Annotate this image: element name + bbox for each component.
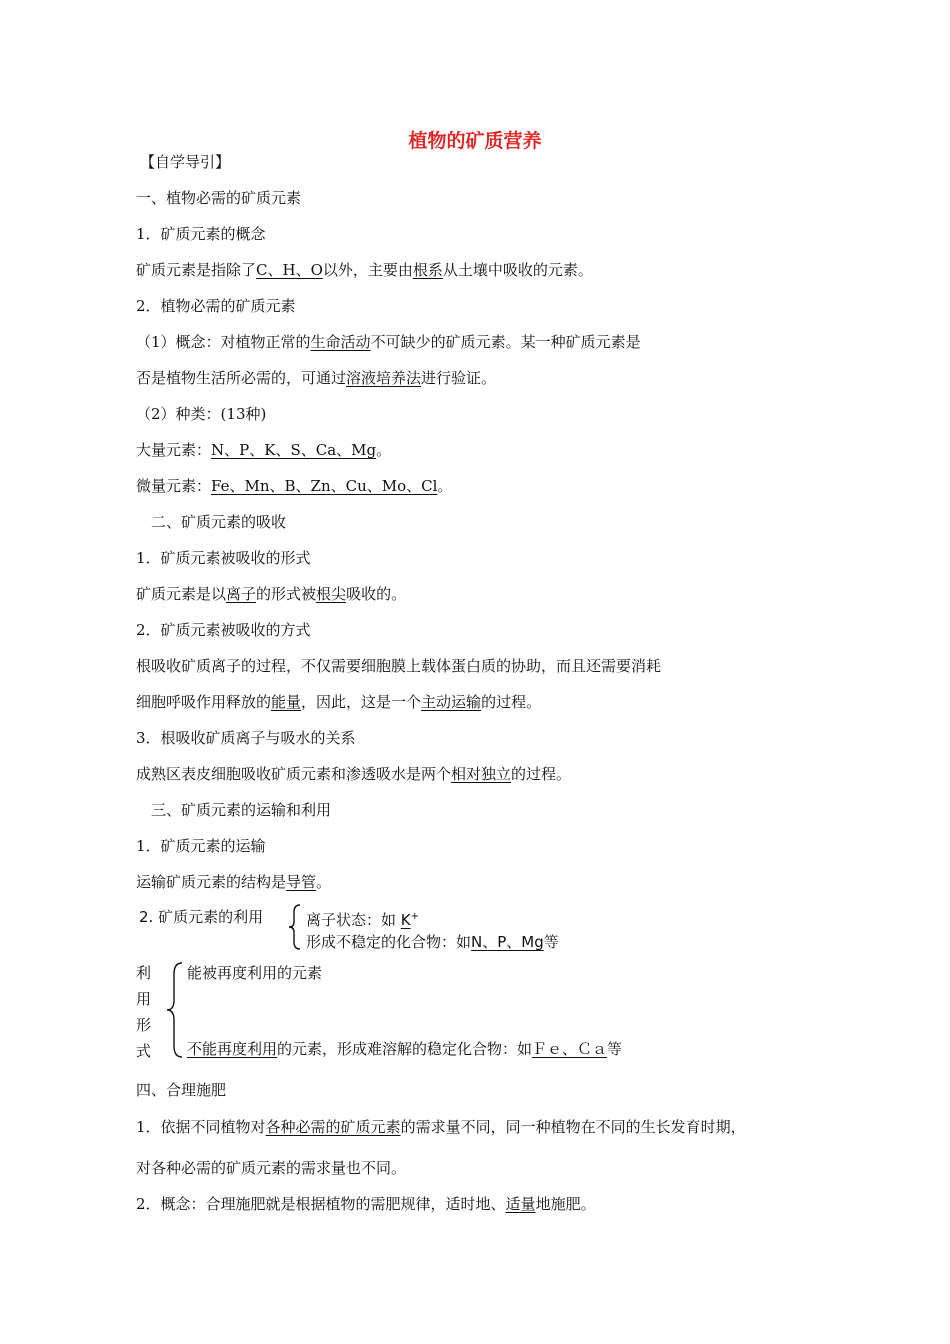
s4-p2: 2．概念：合理施肥就是根据植物的需肥规律，适时地、适量地施肥。 bbox=[136, 1195, 596, 1213]
blank-answer: K bbox=[400, 911, 411, 929]
s3-reusable: 能被再度利用的元素 bbox=[187, 964, 323, 982]
vertical-label-char: 用 bbox=[136, 990, 152, 1008]
s3-ion-state: 离子状态：如 K+ bbox=[306, 911, 420, 929]
s1-micro: 微量元素：Fe、Mn、B、Zn、Cu、Mo、Cl。 bbox=[136, 477, 453, 495]
blank-answer: N、P、K、S、Ca、Mg bbox=[211, 441, 377, 459]
blank-answer: 根尖 bbox=[316, 585, 347, 603]
s2-p3-heading: 3．根吸收矿质离子与吸水的关系 bbox=[136, 729, 356, 747]
s3-nonreusable: 不能再度利用的元素，形成难溶解的稳定化合物：如Ｆｅ、Ｃａ等 bbox=[187, 1040, 623, 1058]
vertical-label-char: 形 bbox=[136, 1016, 152, 1034]
s2-p2-line1: 根吸收矿质离子的过程，不仅需要细胞膜上载体蛋白质的协助，而且还需要消耗 bbox=[136, 657, 662, 675]
s4-p1-line1: 1．依据不同植物对各种必需的矿质元素的需求量不同，同一种植物在不同的生长发育时期， bbox=[136, 1118, 746, 1136]
blank-answer: 主动运输 bbox=[421, 693, 482, 711]
blank-answer: Ｆｅ、Ｃａ bbox=[532, 1040, 608, 1058]
blank-answer: 溶液培养法 bbox=[346, 369, 422, 387]
blank-answer: 不能再度利用 bbox=[187, 1040, 278, 1058]
brace-icon bbox=[288, 904, 302, 950]
section2-heading: 二、矿质元素的吸收 bbox=[151, 513, 287, 531]
blank-answer: 能量 bbox=[271, 693, 302, 711]
s3-use-heading: 2. 矿质元素的利用 bbox=[139, 908, 264, 926]
blank-answer: 导管 bbox=[286, 873, 317, 891]
section3-heading: 三、矿质元素的运输和利用 bbox=[151, 801, 332, 819]
guide-label: 【自学导引】 bbox=[140, 153, 231, 171]
s1-p2-heading: 2．植物必需的矿质元素 bbox=[136, 297, 296, 315]
blank-answer: 各种必需的矿质元素 bbox=[265, 1118, 401, 1136]
blank-answer: 根系 bbox=[412, 261, 443, 279]
s1-concept-line2: 否是植物生活所必需的，可通过溶液培养法进行验证。 bbox=[136, 369, 497, 387]
s3-p1-heading: 1．矿质元素的运输 bbox=[136, 837, 266, 855]
s1-macro: 大量元素：N、P、K、S、Ca、Mg。 bbox=[136, 441, 392, 459]
blank-answer: 生命活动 bbox=[310, 333, 371, 351]
s1-kinds: （2）种类：(13种) bbox=[136, 405, 267, 423]
page-title: 植物的矿质营养 bbox=[408, 130, 542, 152]
s2-p2-heading: 2．矿质元素被吸收的方式 bbox=[136, 621, 311, 639]
s2-p1-text: 矿质元素是以离子的形式被根尖吸收的。 bbox=[136, 585, 407, 603]
section4-heading: 四、合理施肥 bbox=[136, 1081, 227, 1099]
blank-answer: 适量 bbox=[505, 1195, 536, 1213]
s3-p1-text: 运输矿质元素的结构是导管。 bbox=[136, 873, 332, 891]
blank-answer: C、H、O bbox=[256, 261, 323, 279]
s2-p1-heading: 1．矿质元素被吸收的形式 bbox=[136, 549, 311, 567]
s1-p1-heading: 1．矿质元素的概念 bbox=[136, 225, 266, 243]
brace-icon bbox=[166, 962, 184, 1058]
blank-answer: Fe、Mn、B、Zn、Cu、Mo、Cl bbox=[211, 477, 438, 495]
s2-p2-line2: 细胞呼吸作用释放的能量，因此，这是一个主动运输的过程。 bbox=[136, 693, 542, 711]
s1-concept-line1: （1）概念：对植物正常的生命活动不可缺少的矿质元素。某一种矿质元素是 bbox=[136, 333, 641, 351]
s1-p1-text: 矿质元素是指除了C、H、O以外，主要由根系从土壤中吸收的元素。 bbox=[136, 261, 593, 279]
s2-p3-text: 成熟区表皮细胞吸收矿质元素和渗透吸水是两个相对独立的过程。 bbox=[136, 765, 572, 783]
s4-p1-line2: 对各种必需的矿质元素的需求量也不同。 bbox=[136, 1159, 407, 1177]
section1-heading: 一、植物必需的矿质元素 bbox=[136, 189, 302, 207]
s3-unstable: 形成不稳定的化合物：如N、P、Mg等 bbox=[306, 933, 559, 951]
blank-answer: N、P、Mg bbox=[471, 933, 544, 951]
vertical-label-char: 式 bbox=[136, 1042, 152, 1060]
vertical-label-char: 利 bbox=[136, 964, 152, 982]
blank-answer: 相对独立 bbox=[451, 765, 512, 783]
blank-answer: 离子 bbox=[226, 585, 257, 603]
